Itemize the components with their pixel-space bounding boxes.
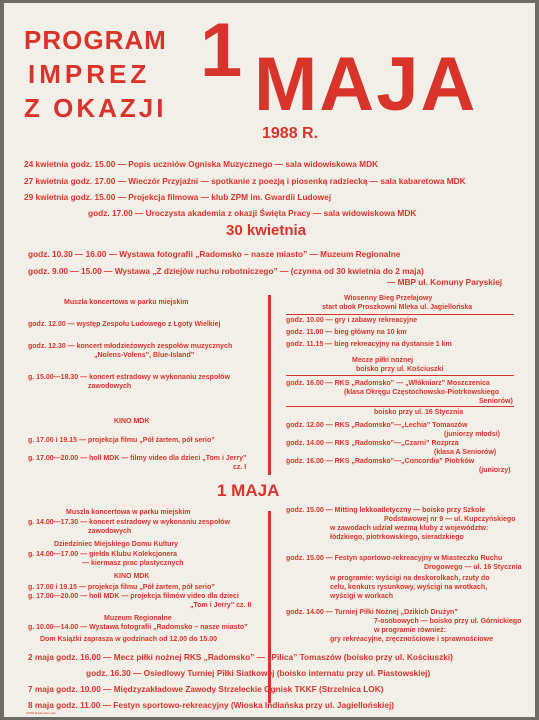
header-big-maja: MAJA xyxy=(254,42,478,127)
right-row-2: godz. 11.00 — bieg główny na 10 km xyxy=(286,329,407,336)
right-b-row-1b: Podstawowej nr 9 — ul. Kupczyńskiego xyxy=(384,516,516,523)
left-row-2a: godz. 12.30 — koncert młodzieżowych zespołów muzycznych xyxy=(28,343,233,350)
left-row-3a: g. 15.00—18.30 — koncert estradowy w wykonaniu zespołów xyxy=(28,374,230,381)
left-b-ksiazki: Dom Książki zaprasza w godzinach od 12.00 do 15.00 xyxy=(40,636,218,643)
right-underline-1 xyxy=(286,314,514,315)
right-b-row-1d: łódzkiego, piotrkowskiego, sieradzkiego xyxy=(330,534,464,541)
header-year: 1988 R. xyxy=(262,125,319,142)
april-event-1: 24 kwietnia godz. 15.00 — Popis uczniów Ogniska Muzycznego — sala widowiskowa MDK xyxy=(24,159,379,169)
right-b-row-3a: godz. 14.00 — Turniej Piłki Nożnej „Dzikich Drużyn” xyxy=(286,609,458,616)
left-kino-title: KINO MDK xyxy=(114,418,150,425)
right-b-row-3d: gry rekreacyjne, zręcznościowe i sprawnościowe xyxy=(330,636,494,643)
right-b-row-1a: godz. 15.00 — Mitting lekkoatletyczny — boisko przy Szkole xyxy=(286,507,486,514)
section30-event-2: godz. 9.00 — 15.00 — Wystawa „Z dziejów ruchu robotniczego” — (czynna od 30 kwietnia do 2 maja) xyxy=(28,266,424,276)
divider-top xyxy=(268,295,271,475)
left-b-muszla-title: Muszla koncertowa w parku miejskim xyxy=(66,509,191,516)
right-b-row-3b: 7-osobowych — boisko przy ul. Górnickiego xyxy=(374,618,522,625)
may-event-1: 2 maja godz. 16.00 — Mecz piłki nożnej RKS „Radomsko” — „Pilica” Tomaszów (boisko przy ul. Kościuszki) xyxy=(28,652,453,662)
april-event-2: 27 kwietnia godz. 17.00 — Wieczór Przyjaźni — spotkanie z poezją i piosenką radziecką — sala kabaretowa MDK xyxy=(24,176,466,186)
april-event-4: godz. 17.00 — Uroczysta akademia z okazji Święta Pracy — sala widowiskowa MDK xyxy=(88,208,417,218)
left-b-row-4a: g. 17.00—20.00 — holl MDK — projekcja filmów video dla dzieci xyxy=(28,593,239,600)
left-row-3b: zawodowych xyxy=(88,383,132,390)
right-b-row-2e: wyścigi w workach xyxy=(330,593,394,600)
right-bieg-title-1: Wiosenny Bieg Przełajowy xyxy=(344,295,433,302)
left-b-row-3: g. 17.00 i 19.15 — projekcja filmu „Pół żartem, pół serio” xyxy=(28,584,215,591)
april-event-3: 29 kwietnia godz. 15.00 — Projekcja filmowa — klub ZPM im. Gwardii Ludowej xyxy=(24,192,332,202)
header-line-2: IMPREZ xyxy=(28,59,151,89)
right-row-6b: (klasa A Seniorów) xyxy=(434,449,497,456)
may-event-3: 7 maja godz. 10.00 — Międzyzakładowe Zawody Strzeleckie Ognisk TKKF (Strzelnica LOK) xyxy=(28,684,384,694)
right-row-5b: (juniorzy młodsi) xyxy=(444,431,500,438)
right-b-row-2a: godz. 15.00 — Festyn sportowo-rekreacyjny w Miasteczku Ruchu xyxy=(286,555,503,562)
left-muszla-title: Muszla koncertowa w parku miejskim xyxy=(64,299,189,306)
right-b-row-3c: w programie również: xyxy=(374,627,446,634)
right-row-6a: godz. 14.00 — RKS „Radomsko”—„Czarni” Rozprza xyxy=(286,440,459,447)
right-row-7b: (juniorzy) xyxy=(479,467,511,474)
left-b-row-4b: „Tom i Jerry” cz. II xyxy=(190,602,252,609)
right-underline-3 xyxy=(286,406,514,407)
right-bieg-title-2: start obok Proszkowni Mleka ul. Jagiellońska xyxy=(322,304,473,311)
left-b-row-2b: — kiermasz prac plastycznych xyxy=(82,560,184,567)
left-b-row-1a: g. 14.00—17.30 — koncert estradowy w wykonaniu zespołów xyxy=(28,519,230,526)
section30-event-2b: — MBP ul. Komuny Paryskiej xyxy=(387,277,503,287)
left-b-kino-title: KINO MDK xyxy=(114,573,150,580)
left-b-muzeum-title: Muzeum Regionalne xyxy=(104,615,172,622)
section30-event-1: godz. 10.30 — 16.00 — Wystawa fotografii „Radomsko – nasze miasto” — Muzeum Regionalne xyxy=(28,249,401,259)
left-row-5b: cz. I xyxy=(233,464,247,471)
right-row-1: godz. 10.00 — gry i zabawy rekreacyjne xyxy=(286,317,418,324)
may-event-2: godz. 16.30 — Osiedlowy Turniej Piłki Siatkowej (boisko internatu przy ul. Piastowskiej) xyxy=(86,668,431,678)
header-big-one: 1 xyxy=(200,8,243,93)
right-boisko-1: boisko przy ul. Kościuszki xyxy=(356,366,444,373)
right-underline-2 xyxy=(286,375,514,376)
right-boisko-2: boisko przy ul. 16 Stycznia xyxy=(374,409,464,416)
right-b-row-2d: celu, konkurs rysunkowy, wyścigi na wrotkach, xyxy=(330,584,488,591)
left-b-row-5: g. 10.00—14.00 — Wystawa fotografii „Radomsko – nasze miasto” xyxy=(28,624,248,631)
right-row-7a: godz. 16.00 — RKS „Radomsko”—„Concordia” Piotrków xyxy=(286,458,475,465)
poster xyxy=(4,3,535,717)
right-b-row-2b: Drogowego — ul. 16 Stycznia xyxy=(424,564,522,571)
right-row-3: godz. 11.15 — bieg rekreacyjny na dystansie 1 km xyxy=(286,341,452,348)
printer-imprint: ZGPR Radomsko zam. ... xyxy=(26,711,61,715)
left-b-row-1b: zawodowych xyxy=(88,528,132,535)
section-30-kwietnia: 30 kwietnia xyxy=(226,222,307,239)
left-b-row-2a: g. 14.00—17.00 — giełda Klubu Kolekcjonera xyxy=(28,551,177,558)
right-row-4c: Seniorów) xyxy=(479,398,513,405)
header-line-1: PROGRAM xyxy=(24,25,167,55)
left-row-1: godz. 12.00 — występ Zespołu Ludowego z Lgoty Wielkiej xyxy=(28,321,221,328)
left-row-4: g. 17.00 i 19.15 — projekcja filmu „Pół żartem, pół serio” xyxy=(28,437,215,444)
right-b-row-2c: w programie: wyścigi na deskorolkach, rzuty do xyxy=(330,575,490,582)
left-row-2b: „Nolens-Volens”, Blue-Island” xyxy=(94,352,195,359)
right-b-row-1c: w zawodach udział wezmą kluby z województw: xyxy=(330,525,489,532)
may-event-4: 8 maja godz. 11.00 — Festyn sportowo-rekreacyjny (Wioska Indiańska przy ul. Jagiellońskiej) xyxy=(28,700,395,710)
header-line-3: Z OKAZJI xyxy=(24,93,167,123)
right-mecze-title: Mecze piłki nożnej xyxy=(352,357,414,364)
right-row-4a: godz. 16.00 — RKS „Radomsko” — „Włókniarz” Moszczenica xyxy=(286,380,490,387)
section-1-maja: 1 MAJA xyxy=(217,481,280,500)
left-row-5: g. 17.00—20.00 — holl MDK — filmy video dla dzieci „Tom i Jerry” xyxy=(28,455,247,462)
left-b-dziedziniec: Dziedziniec Miejskiego Domu Kultury xyxy=(54,541,179,548)
right-row-5a: godz. 12.00 — RKS „Radomsko”—„Lechia” Tomaszów xyxy=(286,422,468,429)
right-row-4b: (klasa Okręgu Częstochowsko-Piotrkowskiego xyxy=(344,389,500,396)
